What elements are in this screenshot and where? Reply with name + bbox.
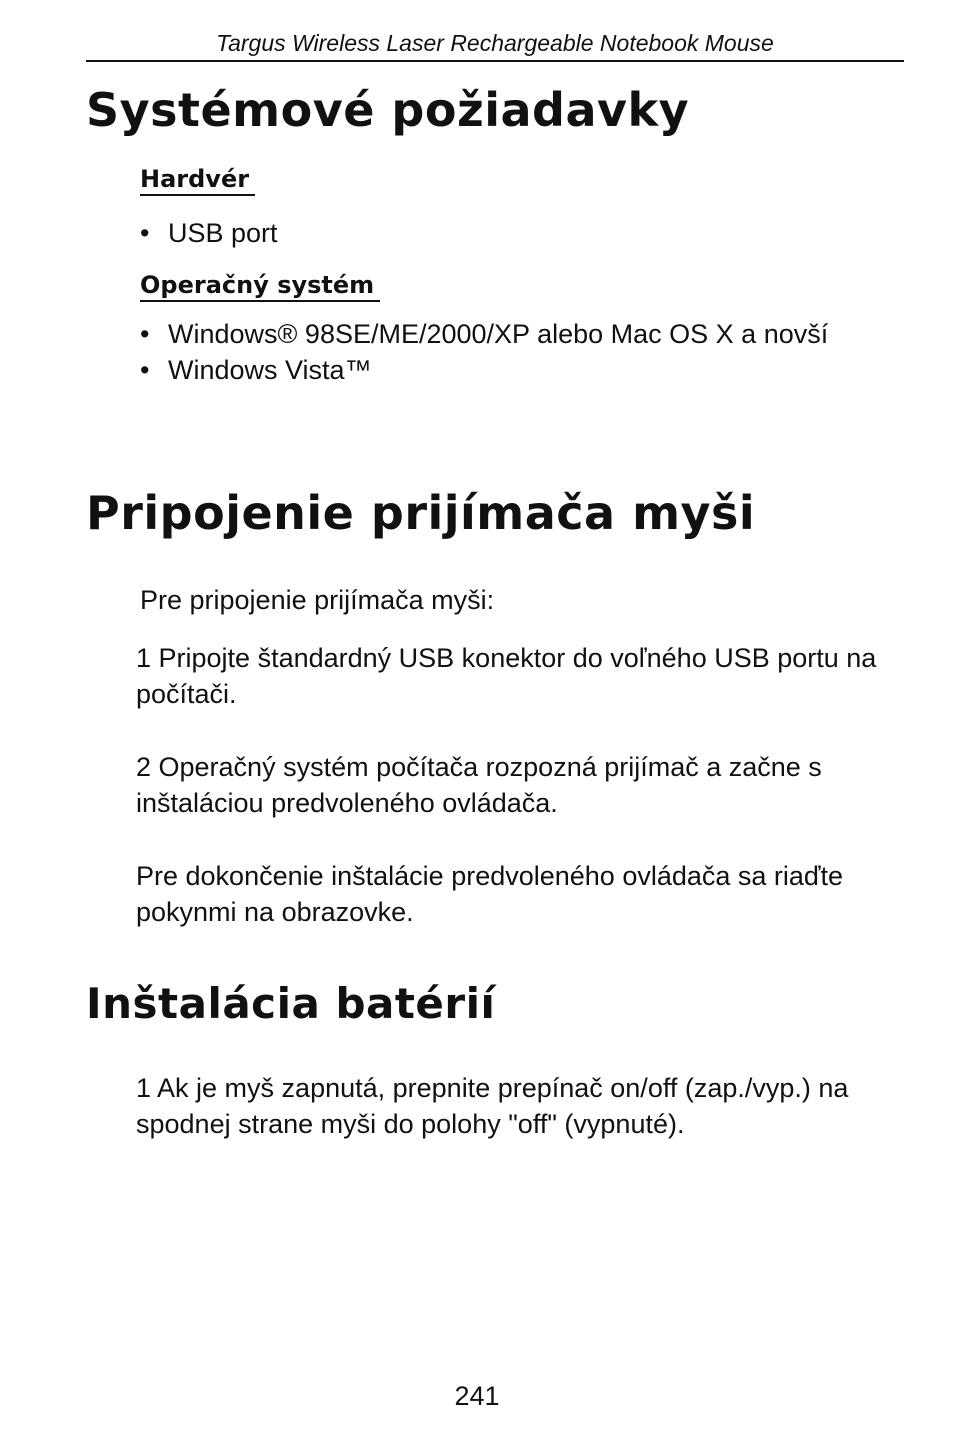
os-subheading: Operačný systém [140,270,380,302]
battery-heading: Inštalácia batérií [86,979,496,1028]
connect-step-1: 1 Pripojte štandardný USB konektor do voľného USB portu na počítači. [136,643,877,709]
requirements-heading: Systémové požiadavky [86,83,690,137]
connect-intro: Pre pripojenie prijímača myši: [140,585,495,615]
battery-step-1: 1 Ak je myš zapnutá, prepnite prepínač on/off (zap./vyp.) na spodnej strane myši do polohy "off" (vypnuté). [136,1073,849,1139]
list-item: • Windows Vista™ [140,352,828,388]
hardware-list [140,215,278,251]
page-number: 241 [454,1381,500,1411]
hardware-subheading: Hardvér [140,164,255,196]
os-list [140,316,828,388]
connect-step-2: 2 Operačný systém počítača rozpozná prijímač a začne s inštaláciou predvoleného ovládača. [136,752,822,818]
list-item: • Windows® 98SE/ME/2000/XP alebo Mac OS X a novší [140,316,828,352]
running-header: Targus Wireless Laser Rechargeable Notebook Mouse [86,28,904,62]
connect-heading: Pripojenie prijímača myši [86,486,756,540]
connect-note: Pre dokončenie inštalácie predvoleného ovládača sa riaďte pokynmi na obrazovke. [136,861,844,927]
list-item: • USB port [140,215,278,251]
